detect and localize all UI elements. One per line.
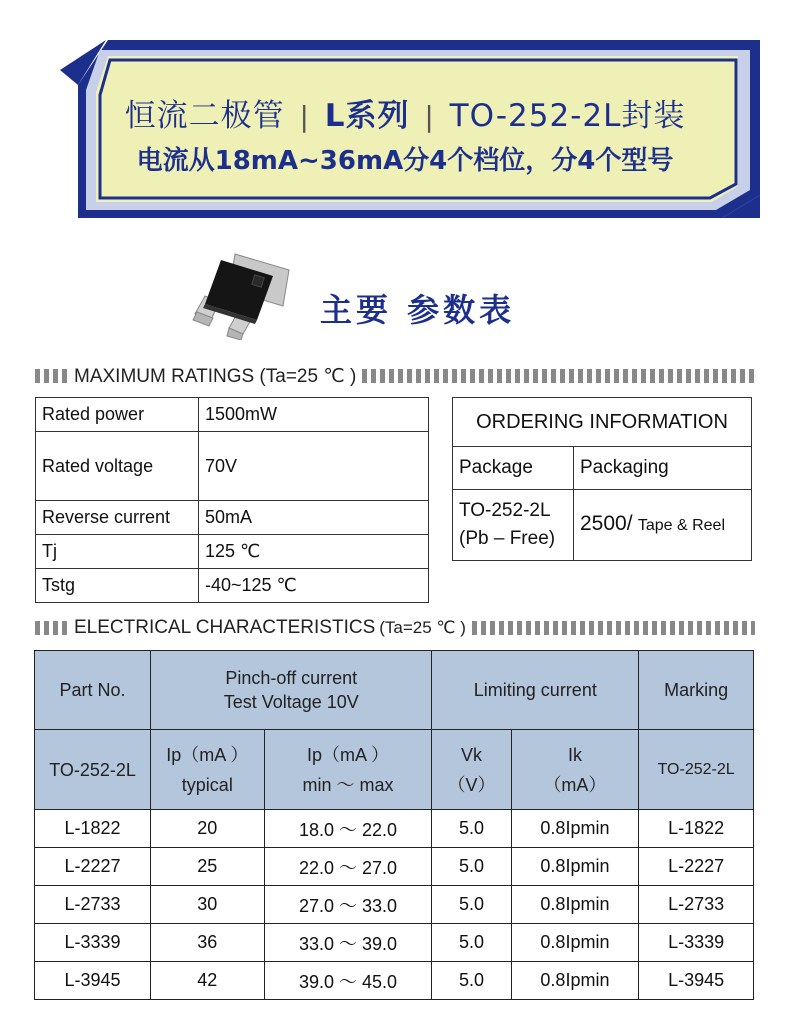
subcol-text: Ip（mA ）	[166, 744, 249, 765]
subcol-ip-typical	[151, 730, 264, 810]
header-bars	[35, 369, 71, 383]
electrical-header	[35, 617, 755, 639]
rating-value: 125 ℃	[199, 535, 429, 569]
cell-range: 27.0 ～ 33.0	[264, 886, 432, 924]
max-ratings-title: MAXIMUM RATINGS (Ta=25 ℃ )	[74, 365, 357, 387]
cell-part: L-1822	[35, 810, 151, 848]
subcol-text: typical	[181, 774, 233, 795]
cell-part: L-2227	[35, 848, 151, 886]
rating-label: Rated power	[36, 398, 199, 432]
header-bars	[472, 621, 755, 635]
cell-range: 39.0 ～ 45.0	[264, 962, 432, 1000]
table-row	[35, 886, 754, 924]
table-row	[36, 398, 429, 432]
cell-vk: 5.0	[432, 886, 511, 924]
cell-typ: 36	[151, 924, 264, 962]
cell-marking: L-3945	[639, 962, 754, 1000]
banner-subtitle: 电流从18mA~36mA分4个档位，分4个型号	[136, 146, 674, 176]
table-row	[36, 535, 429, 569]
ordering-packaging-cell	[574, 490, 752, 561]
cell-part: L-3945	[35, 962, 151, 1000]
subcol-ip-range	[264, 730, 432, 810]
table-row	[35, 962, 754, 1000]
col-marking: Marking	[639, 651, 754, 730]
rating-label: Reverse current	[36, 501, 199, 535]
cell-part: L-2733	[35, 886, 151, 924]
cell-ik: 0.8Ipmin	[511, 886, 639, 924]
cell-ik: 0.8Ipmin	[511, 962, 639, 1000]
rating-value: 1500mW	[199, 398, 429, 432]
cell-vk: 5.0	[432, 962, 511, 1000]
max-ratings-table	[35, 397, 429, 603]
electrical-table	[34, 650, 754, 1000]
ordering-info-table	[452, 397, 752, 561]
subcol-marking-package: TO-252-2L	[639, 730, 754, 810]
cell-marking: L-1822	[639, 810, 754, 848]
rating-label: Tj	[36, 535, 199, 569]
table-row	[453, 447, 752, 490]
package-lead-free: (Pb – Free)	[459, 528, 556, 549]
table-row	[35, 848, 754, 886]
rating-value: -40~125 ℃	[199, 569, 429, 603]
pinch-line2: Test Voltage 10V	[223, 692, 359, 712]
rating-label: Rated voltage	[36, 432, 199, 501]
ordering-col-packaging: Packaging	[574, 447, 752, 490]
subcol-package: TO-252-2L	[35, 730, 151, 810]
package-name: TO-252-2L	[459, 500, 551, 521]
title-separator: |	[424, 100, 435, 133]
rating-label: Tstg	[36, 569, 199, 603]
electrical-title: ELECTRICAL CHARACTERISTICS	[74, 617, 376, 638]
table-row	[36, 569, 429, 603]
packaging-type: Tape & Reel	[637, 517, 726, 534]
cell-typ: 42	[151, 962, 264, 1000]
header-bars	[362, 369, 755, 383]
table-subheader-row	[35, 730, 754, 810]
subcol-text: Ik	[567, 744, 582, 765]
cell-vk: 5.0	[432, 924, 511, 962]
banner-title	[100, 90, 710, 135]
header-bars	[35, 621, 71, 635]
table-row	[36, 432, 429, 501]
subcol-ik	[511, 730, 639, 810]
subcol-text: min ～ max	[302, 774, 394, 795]
cell-typ: 20	[151, 810, 264, 848]
cell-marking: L-2733	[639, 886, 754, 924]
table-row	[453, 490, 752, 561]
table-row	[453, 398, 752, 447]
subcol-text: Ip（mA ）	[306, 744, 389, 765]
table-row	[35, 924, 754, 962]
packaging-qty: 2500/	[580, 512, 633, 535]
cell-range: 22.0 ～ 27.0	[264, 848, 432, 886]
cell-typ: 25	[151, 848, 264, 886]
col-limiting: Limiting current	[432, 651, 639, 730]
cell-marking: L-3339	[639, 924, 754, 962]
table-row	[36, 501, 429, 535]
cell-vk: 5.0	[432, 848, 511, 886]
max-ratings-header	[35, 365, 755, 387]
cell-vk: 5.0	[432, 810, 511, 848]
subcol-vk	[432, 730, 511, 810]
electrical-ta: (Ta=25 ℃ )	[379, 618, 466, 637]
ordering-package-cell	[453, 490, 574, 561]
title-package: TO-252-2L封装	[449, 98, 686, 134]
to252-package-icon	[185, 248, 305, 340]
cell-ik: 0.8Ipmin	[511, 848, 639, 886]
table-header-row	[35, 651, 754, 730]
section-title: 主要 参数表	[320, 291, 516, 329]
pinch-line1: Pinch-off current	[225, 668, 358, 688]
cell-ik: 0.8Ipmin	[511, 924, 639, 962]
cell-range: 33.0 ～ 39.0	[264, 924, 432, 962]
subcol-text: （V）	[447, 774, 496, 795]
ordering-col-package: Package	[453, 447, 574, 490]
cell-range: 18.0 ～ 22.0	[264, 810, 432, 848]
rating-value: 50mA	[199, 501, 429, 535]
title-name: 恒流二极管	[124, 98, 285, 134]
cell-part: L-3339	[35, 924, 151, 962]
cell-marking: L-2227	[639, 848, 754, 886]
subcol-text: （mA）	[543, 774, 607, 795]
title-series: L系列	[324, 98, 410, 134]
col-pinch-off	[151, 651, 432, 730]
title-separator: |	[299, 100, 310, 133]
ordering-title: ORDERING INFORMATION	[453, 398, 752, 447]
table-row	[35, 810, 754, 848]
col-part-no: Part No.	[35, 651, 151, 730]
cell-ik: 0.8Ipmin	[511, 810, 639, 848]
cell-typ: 30	[151, 886, 264, 924]
subcol-text: Vk	[461, 744, 483, 765]
rating-value: 70V	[199, 432, 429, 501]
